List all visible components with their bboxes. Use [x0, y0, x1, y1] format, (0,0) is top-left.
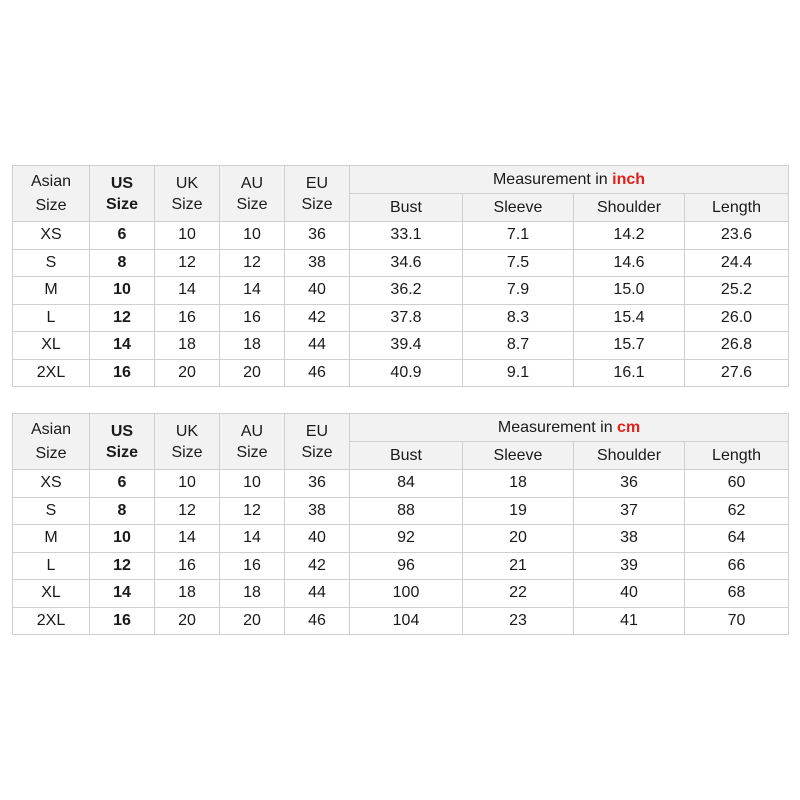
cell-length: 66 [685, 552, 789, 580]
cell-uk: 16 [155, 304, 220, 332]
cell-asian: XS [13, 222, 90, 250]
cell-asian: L [13, 304, 90, 332]
cell-us: 12 [90, 552, 155, 580]
cell-length: 68 [685, 580, 789, 608]
cell-length: 64 [685, 525, 789, 553]
cell-asian: M [13, 277, 90, 305]
cell-sleeve: 23 [463, 607, 574, 635]
cell-uk: 12 [155, 497, 220, 525]
cell-sleeve: 7.9 [463, 277, 574, 305]
cell-eu: 36 [285, 222, 350, 250]
cell-eu: 38 [285, 497, 350, 525]
cell-us: 16 [90, 359, 155, 387]
header-uk-size: UK Size [155, 414, 220, 470]
cell-eu: 44 [285, 332, 350, 360]
cell-eu: 46 [285, 359, 350, 387]
cell-us: 14 [90, 332, 155, 360]
header-length: Length [685, 442, 789, 470]
cell-shoulder: 36 [574, 470, 685, 498]
measurement-prefix: Measurement in [497, 418, 613, 436]
cell-eu: 36 [285, 470, 350, 498]
cell-au: 12 [220, 249, 285, 277]
cell-uk: 10 [155, 222, 220, 250]
table-row [13, 304, 789, 332]
cell-shoulder: 37 [574, 497, 685, 525]
cell-sleeve: 19 [463, 497, 574, 525]
size-table-inch [12, 165, 789, 387]
cell-us: 10 [90, 277, 155, 305]
cell-au: 14 [220, 277, 285, 305]
cell-bust: 84 [350, 470, 463, 498]
measurement-prefix: Measurement in [492, 170, 608, 188]
header-length: Length [685, 194, 789, 222]
size-table-cm [12, 413, 789, 635]
cell-length: 24.4 [685, 249, 789, 277]
cell-au: 18 [220, 332, 285, 360]
header-us-size: US Size [90, 166, 155, 222]
cell-asian: S [13, 249, 90, 277]
cell-asian: XS [13, 470, 90, 498]
cell-us: 6 [90, 222, 155, 250]
cell-bust: 100 [350, 580, 463, 608]
cell-sleeve: 22 [463, 580, 574, 608]
cell-bust: 37.8 [350, 304, 463, 332]
cell-au: 20 [220, 359, 285, 387]
header-row [13, 166, 789, 194]
cell-bust: 39.4 [350, 332, 463, 360]
cell-bust: 92 [350, 525, 463, 553]
cell-bust: 40.9 [350, 359, 463, 387]
cell-au: 18 [220, 580, 285, 608]
header-row [13, 414, 789, 442]
cell-shoulder: 40 [574, 580, 685, 608]
header-uk-size: UK Size [155, 166, 220, 222]
table-row [13, 497, 789, 525]
cell-uk: 18 [155, 332, 220, 360]
cell-bust: 34.6 [350, 249, 463, 277]
cell-shoulder: 39 [574, 552, 685, 580]
header-bust: Bust [350, 442, 463, 470]
cell-asian: XL [13, 332, 90, 360]
cell-eu: 46 [285, 607, 350, 635]
cell-asian: S [13, 497, 90, 525]
cell-uk: 16 [155, 552, 220, 580]
cell-asian: XL [13, 580, 90, 608]
cell-length: 27.6 [685, 359, 789, 387]
cell-uk: 12 [155, 249, 220, 277]
cell-au: 20 [220, 607, 285, 635]
cell-sleeve: 8.7 [463, 332, 574, 360]
cell-us: 10 [90, 525, 155, 553]
header-us-size: US Size [90, 414, 155, 470]
cell-sleeve: 7.1 [463, 222, 574, 250]
cell-bust: 104 [350, 607, 463, 635]
cell-uk: 10 [155, 470, 220, 498]
header-au-size: AU Size [220, 414, 285, 470]
cell-shoulder: 15.0 [574, 277, 685, 305]
cell-shoulder: 38 [574, 525, 685, 553]
table-row [13, 277, 789, 305]
cell-shoulder: 15.4 [574, 304, 685, 332]
header-measurement [350, 166, 789, 194]
table-row [13, 359, 789, 387]
table-row [13, 607, 789, 635]
cell-au: 16 [220, 552, 285, 580]
header-measurement [350, 414, 789, 442]
measurement-unit: cm [617, 418, 641, 436]
cell-au: 10 [220, 470, 285, 498]
cell-au: 14 [220, 525, 285, 553]
cell-uk: 20 [155, 607, 220, 635]
cell-eu: 38 [285, 249, 350, 277]
header-au-size: AU Size [220, 166, 285, 222]
header-shoulder: Shoulder [574, 194, 685, 222]
cell-length: 25.2 [685, 277, 789, 305]
table-row [13, 580, 789, 608]
cell-us: 6 [90, 470, 155, 498]
cell-bust: 36.2 [350, 277, 463, 305]
header-shoulder: Shoulder [574, 442, 685, 470]
cell-length: 23.6 [685, 222, 789, 250]
cell-au: 12 [220, 497, 285, 525]
cell-shoulder: 14.2 [574, 222, 685, 250]
cell-bust: 33.1 [350, 222, 463, 250]
header-asian-size: Asian Size [13, 414, 90, 470]
cell-length: 26.0 [685, 304, 789, 332]
cell-shoulder: 16.1 [574, 359, 685, 387]
cell-bust: 88 [350, 497, 463, 525]
header-sleeve: Sleeve [463, 194, 574, 222]
cell-sleeve: 20 [463, 525, 574, 553]
cell-length: 60 [685, 470, 789, 498]
header-eu-size: EU Size [285, 166, 350, 222]
cell-sleeve: 9.1 [463, 359, 574, 387]
cell-us: 8 [90, 497, 155, 525]
cell-eu: 42 [285, 552, 350, 580]
cell-eu: 40 [285, 277, 350, 305]
cell-sleeve: 8.3 [463, 304, 574, 332]
table-row [13, 552, 789, 580]
cell-asian: L [13, 552, 90, 580]
cell-sleeve: 18 [463, 470, 574, 498]
cell-shoulder: 14.6 [574, 249, 685, 277]
table-row [13, 222, 789, 250]
header-asian-size: Asian Size [13, 166, 90, 222]
cell-sleeve: 21 [463, 552, 574, 580]
measurement-unit: inch [612, 170, 646, 188]
table-row [13, 470, 789, 498]
cell-length: 62 [685, 497, 789, 525]
cell-au: 10 [220, 222, 285, 250]
cell-uk: 18 [155, 580, 220, 608]
table-row [13, 332, 789, 360]
cell-au: 16 [220, 304, 285, 332]
cell-us: 14 [90, 580, 155, 608]
cell-shoulder: 15.7 [574, 332, 685, 360]
cell-eu: 40 [285, 525, 350, 553]
cell-uk: 20 [155, 359, 220, 387]
cell-sleeve: 7.5 [463, 249, 574, 277]
cell-eu: 42 [285, 304, 350, 332]
cell-us: 12 [90, 304, 155, 332]
cell-uk: 14 [155, 525, 220, 553]
cell-length: 26.8 [685, 332, 789, 360]
table-row [13, 525, 789, 553]
cell-asian: 2XL [13, 607, 90, 635]
cell-shoulder: 41 [574, 607, 685, 635]
header-bust: Bust [350, 194, 463, 222]
cell-bust: 96 [350, 552, 463, 580]
cell-uk: 14 [155, 277, 220, 305]
table-row [13, 249, 789, 277]
cell-length: 70 [685, 607, 789, 635]
cell-asian: 2XL [13, 359, 90, 387]
cell-us: 8 [90, 249, 155, 277]
cell-asian: M [13, 525, 90, 553]
header-eu-size: EU Size [285, 414, 350, 470]
header-sleeve: Sleeve [463, 442, 574, 470]
cell-eu: 44 [285, 580, 350, 608]
cell-us: 16 [90, 607, 155, 635]
